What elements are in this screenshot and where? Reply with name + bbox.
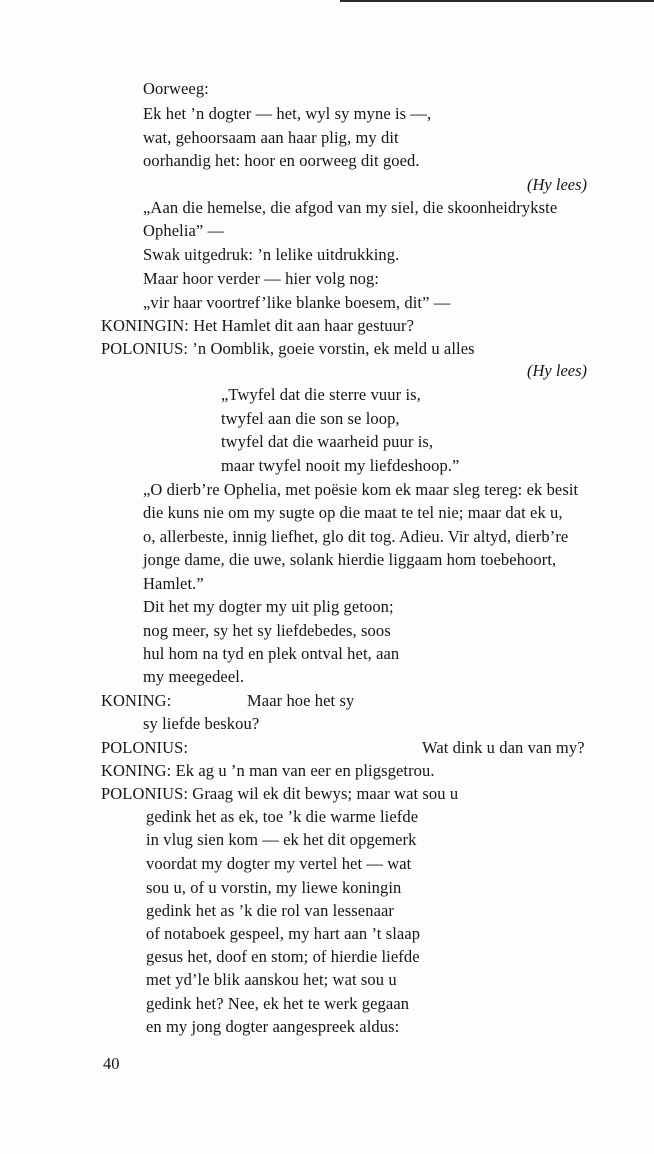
text-line: in vlug sien kom — ek het dit opgemerk — [146, 830, 417, 849]
speech-line: KONING: Ek ag u ’n man van eer en pligsgetrou. — [101, 761, 435, 780]
letter-line: jonge dame, die uwe, solank hierdie liggaam hom toebehoort, — [143, 550, 557, 569]
text-line: hul hom na tyd en plek ontval het, aan — [143, 644, 400, 663]
text-line: sou u, of u vorstin, my liewe koningin — [146, 878, 402, 897]
text-line: wat, gehoorsaam aan haar plig, my dit — [143, 128, 399, 147]
verse-line: twyfel aan die son se loop, — [221, 409, 400, 428]
verse-line: twyfel dat die waarheid puur is, — [221, 432, 434, 451]
letter-line: Hamlet.” — [143, 574, 204, 593]
speaker-name: KONING: — [101, 691, 172, 710]
text-line: met yd’le blik aanskou het; wat sou u — [146, 970, 397, 989]
text-line: Maar hoor verder — hier volg nog: — [143, 269, 380, 288]
text-line: sy liefde beskou? — [143, 714, 260, 733]
text-line: Ophelia” — — [143, 221, 225, 240]
text-line: gedink het as ek, toe ’k die warme liefde — [146, 807, 419, 826]
text-line: gedink het as ’k die rol van lessenaar — [146, 901, 395, 920]
speaker-name: POLONIUS: — [101, 738, 189, 757]
text-line: „vir haar voortref’like blanke boesem, dit” — — [143, 293, 451, 312]
page-top-edge — [340, 0, 654, 2]
text-line: Dit het my dogter my uit plig getoon; — [143, 597, 394, 616]
text-line: en my jong dogter aangespreek aldus: — [146, 1017, 400, 1036]
text-line: Wat dink u dan van my? — [422, 738, 585, 757]
verse-line: „Twyfel dat die sterre vuur is, — [221, 385, 421, 404]
text-line: of notaboek gespeel, my hart aan ’t slaap — [146, 924, 421, 943]
letter-line: „O dierb’re Ophelia, met poësie kom ek maar sleg tereg: ek besit — [143, 480, 579, 499]
text-line: voordat my dogter my vertel het — wat — [146, 854, 412, 873]
letter-line: o, allerbeste, innig liefhet, glo dit tog. Adieu. Vir altyd, dierb’re — [143, 527, 569, 546]
page-number: 40 — [103, 1054, 120, 1073]
text-line: Ek het ’n dogter — het, wyl sy myne is —, — [143, 104, 432, 123]
verse-line: maar twyfel nooit my liefdeshoop.” — [221, 456, 460, 475]
text-line: Oorweeg: — [143, 79, 209, 98]
text-line: nog meer, sy het sy liefdebedes, soos — [143, 621, 391, 640]
text-line: gedink het? Nee, ek het te werk gegaan — [146, 994, 410, 1013]
stage-direction: (Hy lees) — [527, 361, 588, 380]
stage-direction: (Hy lees) — [527, 175, 588, 194]
speech-line: POLONIUS: Graag wil ek dit bewys; maar wat sou u — [101, 784, 459, 803]
text-line: gesus het, doof en stom; of hierdie liefde — [146, 947, 420, 966]
text-line: Swak uitgedruk: ’n lelike uitdrukking. — [143, 245, 400, 264]
speech-line: POLONIUS: ’n Oomblik, goeie vorstin, ek meld u alles — [101, 339, 475, 358]
text-line: „Aan die hemelse, die afgod van my siel, die skoonheidrykste — [143, 198, 558, 217]
text-line: Maar hoe het sy — [247, 691, 355, 710]
text-line: my meegedeel. — [143, 667, 245, 686]
speech-line: KONINGIN: Het Hamlet dit aan haar gestuur? — [101, 316, 415, 335]
text-line: oorhandig het: hoor en oorweeg dit goed. — [143, 151, 420, 170]
letter-line: die kuns nie om my sugte op die maat te tel nie; maar dat ek u, — [143, 503, 563, 522]
